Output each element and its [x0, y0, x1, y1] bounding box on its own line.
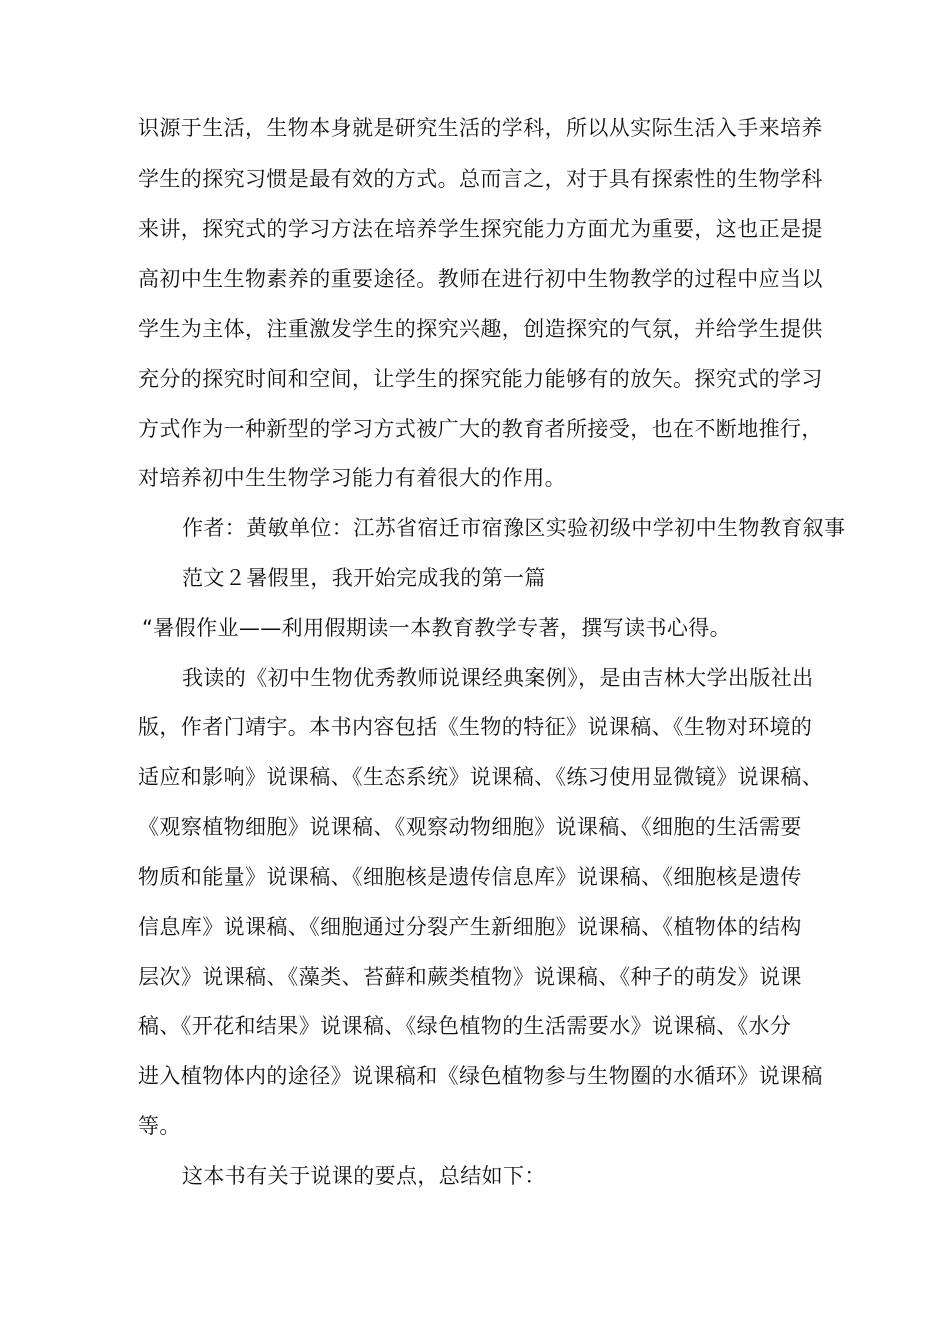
text-line: 物质和能量》说课稿、《细胞核是遗传信息库》说课稿、《细胞核是遗传 [138, 865, 802, 889]
text-line: 信息库》说课稿、《细胞通过分裂产生新细胞》说课稿、《植物体的结构 [138, 915, 802, 939]
text-line: 层次》说课稿、《藻类、苔藓和蕨类植物》说课稿、《种子的萌发》说课 [138, 965, 802, 989]
text-line: 充分的探究时间和空间，让学生的探究能力能够有的放矢。探究式的学习 [138, 367, 823, 391]
text-line: 版，作者门靖宇。本书内容包括《生物的特征》说课稿、《生物对环境的 [138, 715, 813, 739]
text-line: 适应和影响》说课稿、《生态系统》说课稿、《练习使用显微镜》说课稿、 [138, 765, 824, 789]
text-line: 识源于生活，生物本身就是研究生活的学科，所以从实际生活入手来培养 [138, 116, 823, 140]
text-line: 等。 [138, 1114, 181, 1138]
text-line: 这本书有关于说课的要点，总结如下： [182, 1164, 546, 1188]
heading-line: 范文２暑假里，我开始完成我的第一篇 [182, 566, 546, 590]
text-line: 我读的《初中生物优秀教师说课经典案例》，是由吉林大学出版社出 [182, 666, 814, 690]
text-line: 来讲，探究式的学习方法在培养学生探究能力方面尤为重要，这也正是提 [138, 217, 823, 241]
author-line: 作者：黄敏单位：江苏省宿迁市宿豫区实验初级中学初中生物教育叙事 [182, 516, 846, 540]
text-line: 高初中生生物素养的重要途径。教师在进行初中生物教学的过程中应当以 [138, 267, 823, 291]
text-line: 方式作为一种新型的学习方式被广大的教育者所接受，也在不断地推行， [138, 417, 823, 441]
text-line: 《观察植物细胞》说课稿、《观察动物细胞》说课稿、《细胞的生活需要 [138, 815, 802, 839]
text-line: 对培养初中生生物学习能力有着很大的作用。 [138, 466, 566, 490]
text-line: 学生的探究习惯是最有效的方式。总而言之，对于具有探索性的生物学科 [138, 167, 823, 191]
text-line: 进入植物体内的途径》说课稿和《绿色植物参与生物圈的水循环》说课稿 [138, 1064, 823, 1088]
text-line: 稿、《开花和结果》说课稿、《绿色植物的生活需要水》说课稿、《水分 [138, 1014, 792, 1038]
text-line: 学生为主体，注重激发学生的探究兴趣，创造探究的气氛，并给学生提供 [138, 317, 823, 341]
text-line: “暑假作业——利用假期读一本教育教学专著，撰写读书心得。 [142, 616, 732, 640]
